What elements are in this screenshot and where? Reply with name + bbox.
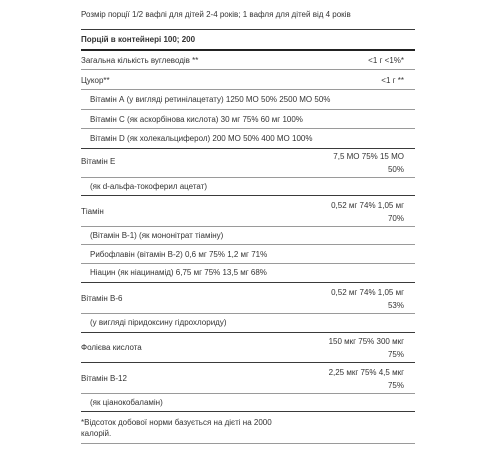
vitamin-b12-sub: (як ціанокобаламін) bbox=[90, 398, 163, 407]
vitamin-b12-value bbox=[329, 368, 404, 391]
folic-acid-value-line1: 150 мкг 75% 300 мкг bbox=[328, 337, 404, 346]
vitamin-e-label: Вітамін Е bbox=[81, 157, 116, 166]
carbs-label: Загальна кількість вуглеводів ** bbox=[81, 56, 199, 65]
divider bbox=[81, 411, 415, 412]
footnote-line1: *Відсоток добової норми базується на дієті на 2000 bbox=[81, 418, 272, 427]
divider bbox=[81, 332, 415, 333]
divider bbox=[81, 148, 415, 149]
divider bbox=[81, 282, 415, 283]
vitamin-d-row: Вітамін D (як холекальциферол) 200 МО 50% 400 МО 100% bbox=[90, 134, 313, 143]
thiamin-sub: (Вітамін B-1) (як мононітрат тіаміну) bbox=[90, 231, 224, 240]
vitamin-b6-value-line2: 53% bbox=[387, 301, 404, 310]
footnote-line2: калорій. bbox=[81, 429, 112, 438]
divider bbox=[81, 177, 415, 178]
vitamin-a-row: Вітамін А (у вигляді ретинілацетату) 1250 МО 50% 2500 МО 50% bbox=[90, 95, 331, 104]
vitamin-b6-value bbox=[331, 288, 404, 311]
vitamin-e-value-line2: 50% bbox=[387, 165, 404, 174]
divider bbox=[81, 29, 415, 30]
divider bbox=[81, 263, 415, 264]
divider bbox=[81, 393, 415, 394]
folic-acid-value-line2: 75% bbox=[387, 350, 404, 359]
divider bbox=[81, 89, 415, 90]
serving-size: Розмір порції 1/2 вафлі для дітей 2-4 років; 1 вафля для дітей від 4 років bbox=[81, 10, 351, 19]
divider-heavy bbox=[81, 49, 415, 51]
divider bbox=[81, 313, 415, 314]
riboflavin-row: Рибофлавін (вітамін B-2) 0,6 мг 75% 1,2 мг 71% bbox=[90, 250, 268, 259]
vitamin-b6-value-line1: 0,52 мг 74% 1,05 мг bbox=[331, 288, 404, 297]
thiamin-value bbox=[331, 201, 404, 224]
vitamin-e-sub: (як d-альфа-токоферил ацетат) bbox=[90, 182, 208, 191]
vitamin-b12-value-line1: 2,25 мкг 75% 4,5 мкг bbox=[328, 368, 404, 377]
vitamin-b6-label: Вітамін B-6 bbox=[81, 294, 123, 303]
vitamin-e-value-line1: 7,5 МО 75% 15 МО bbox=[333, 152, 404, 161]
divider bbox=[81, 195, 415, 196]
divider bbox=[81, 443, 415, 444]
divider bbox=[81, 128, 415, 129]
divider bbox=[81, 69, 415, 70]
divider bbox=[81, 244, 415, 245]
folic-acid-value bbox=[329, 337, 404, 360]
divider bbox=[81, 109, 415, 110]
vitamin-b6-sub: (у вигляді піридоксину гідрохлориду) bbox=[90, 318, 227, 327]
thiamin-value-line2: 70% bbox=[387, 214, 404, 223]
sugar-value: <1 г ** bbox=[381, 76, 404, 85]
divider bbox=[81, 362, 415, 363]
vitamin-c-row: Вітамін C (як аскорбінова кислота) 30 мг 75% 60 мг 100% bbox=[90, 115, 303, 124]
thiamin-label: Тіамін bbox=[81, 207, 104, 216]
vitamin-b12-label: Вітамін B-12 bbox=[81, 374, 127, 383]
thiamin-value-line1: 0,52 мг 74% 1,05 мг bbox=[331, 201, 404, 210]
folic-acid-label: Фолієва кислота bbox=[81, 343, 142, 352]
sugar-label: Цукор** bbox=[81, 76, 110, 85]
servings-per-container: Порцій в контейнері 100; 200 bbox=[81, 35, 196, 44]
carbs-value: <1 г <1%* bbox=[368, 56, 404, 65]
niacin-row: Ніацин (як ніацинамід) 6,75 мг 75% 13,5 мг 68% bbox=[90, 268, 267, 277]
vitamin-e-value bbox=[333, 152, 404, 175]
divider bbox=[81, 226, 415, 227]
vitamin-b12-value-line2: 75% bbox=[387, 381, 404, 390]
